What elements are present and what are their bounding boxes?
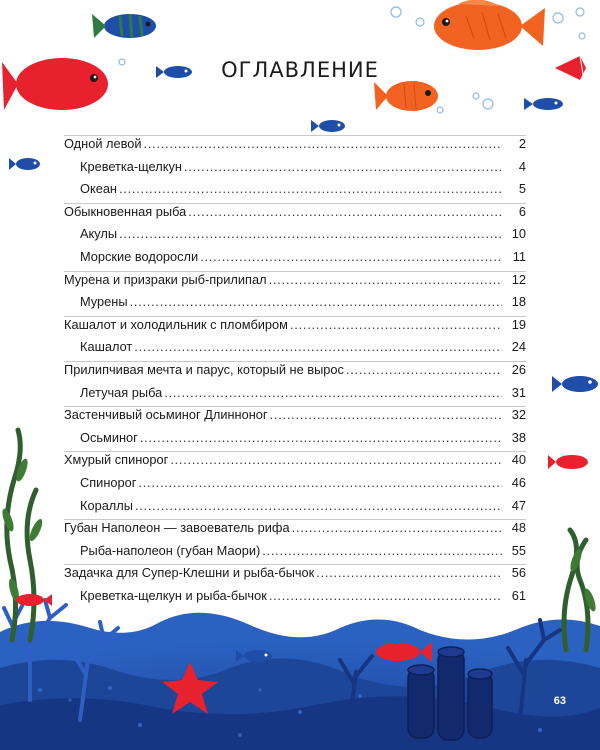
toc-entry-page: 46 [511, 474, 526, 490]
toc-subsection[interactable] [64, 588, 526, 611]
toc-chapter[interactable] [64, 519, 526, 543]
dot-leader [200, 249, 502, 264]
dot-leader [164, 385, 502, 400]
toc-entry-title: Креветка-щелкун [80, 158, 182, 174]
toc-chapter[interactable] [64, 316, 526, 340]
toc-subsection[interactable] [64, 475, 526, 498]
toc-subsection[interactable] [64, 181, 526, 204]
dot-leader [269, 588, 502, 603]
toc-entry-title: Хмурый спинорог [64, 452, 169, 468]
toc-subsection[interactable] [64, 294, 526, 317]
toc-chapter[interactable] [64, 564, 526, 588]
toc-entry-page: 12 [511, 271, 526, 287]
toc-entry-title: Кашалот [80, 339, 133, 355]
dot-leader [130, 294, 502, 309]
toc-entry-page: 19 [511, 316, 526, 332]
dot-leader [138, 475, 502, 490]
toc-entry-title: Океан [80, 181, 117, 197]
toc-entry-title: Мурена и призраки рыб-прилипал [64, 271, 267, 287]
toc-entry-title: Одной левой [64, 136, 142, 151]
toc-entry-title: Губан Наполеон — завоеватель рифа [64, 520, 290, 536]
table-of-contents [64, 136, 526, 610]
orange-fish-large [434, 0, 545, 50]
toc-chapter[interactable] [64, 361, 526, 385]
toc-entry-page: 48 [511, 520, 526, 536]
striped-fish [92, 14, 156, 38]
dot-leader [269, 272, 502, 287]
toc-entry-page: 56 [511, 565, 526, 581]
dot-leader [135, 498, 502, 513]
dot-leader [290, 317, 502, 332]
toc-chapter[interactable] [64, 451, 526, 475]
toc-subsection[interactable] [64, 159, 526, 182]
toc-entry-page: 40 [511, 452, 526, 468]
toc-entry-title: Осьминог [80, 429, 138, 445]
dot-leader [134, 339, 502, 354]
dot-leader [144, 136, 502, 151]
toc-entry-page: 32 [511, 407, 526, 423]
toc-entry-page: 10 [511, 226, 526, 242]
toc-entry-title: Задачка для Супер-Клешни и рыба-бычок [64, 565, 315, 581]
toc-entry-title: Обыкновенная рыба [64, 203, 187, 219]
toc-entry-page: 6 [518, 203, 526, 219]
toc-entry-title: Застенчивый осьминог Длинноног [64, 407, 268, 423]
toc-entry-page: 31 [511, 384, 526, 400]
toc-entry-title: Креветка-щелкун и рыба-бычок [80, 587, 267, 603]
toc-subsection[interactable] [64, 226, 526, 249]
dot-leader [346, 362, 502, 377]
toc-entry-page: 4 [518, 158, 526, 174]
dot-leader [184, 159, 502, 174]
dot-leader [119, 226, 502, 241]
orange-fish-small [374, 81, 438, 111]
toc-chapter[interactable] [64, 135, 526, 159]
toc-chapter[interactable] [64, 406, 526, 430]
toc-entry-page: 47 [511, 497, 526, 513]
toc-entry-title: Акулы [80, 226, 118, 242]
toc-entry-page: 38 [511, 429, 526, 445]
toc-entry-title: Прилипчивая мечта и парус, который не вырос [64, 361, 344, 377]
toc-entry-title: Рыба-наполеон (губан Маори) [80, 542, 261, 558]
toc-entry-title: Кораллы [80, 497, 133, 513]
dot-leader [119, 181, 502, 196]
page-number: 63 [553, 695, 566, 707]
toc-chapter[interactable] [64, 203, 526, 227]
reef-background [0, 613, 600, 750]
toc-entry-page: 11 [512, 248, 526, 264]
dot-leader [188, 204, 502, 219]
toc-subsection[interactable] [64, 430, 526, 453]
toc-entry-page: 55 [511, 542, 526, 558]
dot-leader [140, 430, 502, 445]
page-title: ОГЛАВЛЕНИЕ [221, 58, 379, 82]
toc-entry-title: Спинорог [80, 474, 137, 490]
dot-leader [316, 565, 502, 580]
toc-entry-title: Кашалот и холодильник с пломбиром [64, 316, 288, 332]
toc-entry-page: 24 [511, 339, 526, 355]
dot-leader [270, 407, 502, 422]
toc-subsection[interactable] [64, 498, 526, 521]
toc-entry-page: 18 [511, 294, 526, 310]
toc-chapter[interactable] [64, 271, 526, 295]
toc-entry-page: 2 [518, 136, 526, 151]
toc-entry-page: 5 [518, 181, 526, 197]
toc-subsection[interactable] [64, 385, 526, 408]
toc-subsection[interactable] [64, 543, 526, 566]
toc-entry-page: 61 [511, 587, 526, 603]
toc-subsection[interactable] [64, 249, 526, 272]
dot-leader [262, 543, 502, 558]
toc-entry-page: 26 [511, 361, 526, 377]
toc-entry-title: Мурены [80, 294, 128, 310]
toc-subsection[interactable] [64, 339, 526, 362]
toc-entry-title: Морские водоросли [80, 248, 199, 264]
toc-entry-title: Летучая рыба [80, 384, 163, 400]
dot-leader [170, 452, 502, 467]
dot-leader [292, 520, 502, 535]
